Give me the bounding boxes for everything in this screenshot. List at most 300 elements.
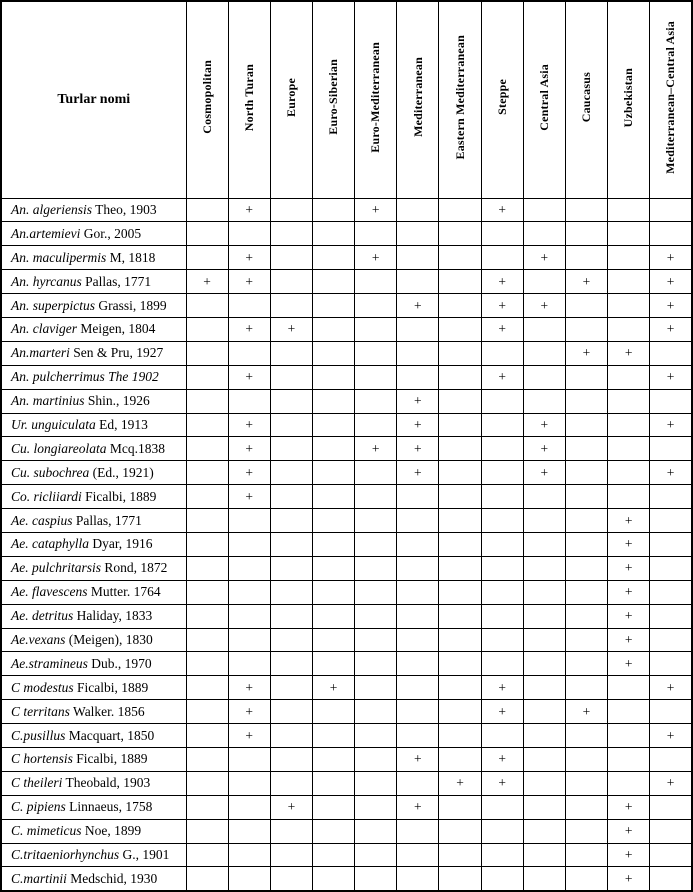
empty-cell — [608, 365, 650, 389]
presence-mark-cell: + — [650, 724, 692, 748]
empty-cell — [270, 365, 312, 389]
empty-cell — [481, 222, 523, 246]
species-cell — [1, 556, 186, 580]
empty-cell — [186, 294, 228, 318]
presence-mark-cell: + — [481, 294, 523, 318]
empty-cell — [523, 580, 565, 604]
presence-mark-cell: + — [608, 795, 650, 819]
species-author: Dub., 1970 — [91, 655, 152, 671]
empty-cell — [397, 628, 439, 652]
empty-cell — [186, 819, 228, 843]
empty-cell — [523, 389, 565, 413]
empty-cell — [355, 676, 397, 700]
species-name: C. pipiens — [11, 799, 66, 815]
empty-cell — [186, 628, 228, 652]
empty-cell — [355, 270, 397, 294]
empty-cell — [312, 365, 354, 389]
empty-cell — [312, 461, 354, 485]
empty-cell — [355, 317, 397, 341]
empty-cell — [186, 580, 228, 604]
presence-mark-cell: + — [228, 317, 270, 341]
empty-cell — [312, 843, 354, 867]
empty-cell — [397, 724, 439, 748]
empty-cell — [481, 843, 523, 867]
species-name: An.marteri — [11, 345, 70, 361]
table-row — [1, 580, 692, 604]
empty-cell — [565, 532, 607, 556]
empty-cell — [397, 270, 439, 294]
presence-mark-cell: + — [650, 246, 692, 270]
empty-cell — [481, 604, 523, 628]
empty-cell — [439, 413, 481, 437]
species-cell — [1, 437, 186, 461]
empty-cell — [565, 294, 607, 318]
species-cell — [1, 461, 186, 485]
empty-cell — [312, 604, 354, 628]
table-row — [1, 867, 692, 891]
empty-cell — [565, 652, 607, 676]
empty-cell — [270, 580, 312, 604]
empty-cell — [565, 246, 607, 270]
empty-cell — [186, 700, 228, 724]
empty-cell — [186, 317, 228, 341]
table-row — [1, 652, 692, 676]
species-name: C hortensis — [11, 751, 73, 767]
empty-cell — [312, 580, 354, 604]
table-header — [1, 1, 692, 198]
table-row — [1, 294, 692, 318]
empty-cell — [650, 747, 692, 771]
empty-cell — [481, 389, 523, 413]
empty-cell — [186, 652, 228, 676]
species-author: Ficalbi, 1889 — [76, 751, 148, 767]
empty-cell — [312, 556, 354, 580]
empty-cell — [523, 628, 565, 652]
empty-cell — [228, 341, 270, 365]
species-author: Theo, 1903 — [95, 201, 157, 217]
empty-cell — [565, 676, 607, 700]
table-row — [1, 222, 692, 246]
empty-cell — [355, 652, 397, 676]
presence-mark-cell: + — [397, 437, 439, 461]
empty-cell — [186, 485, 228, 509]
presence-mark-cell: + — [397, 795, 439, 819]
presence-mark-cell: + — [228, 676, 270, 700]
empty-cell — [355, 700, 397, 724]
empty-cell — [439, 724, 481, 748]
presence-mark-cell: + — [608, 509, 650, 533]
empty-cell — [565, 389, 607, 413]
empty-cell — [608, 294, 650, 318]
species-cell — [1, 771, 186, 795]
empty-cell — [481, 580, 523, 604]
empty-cell — [523, 771, 565, 795]
empty-cell — [439, 700, 481, 724]
empty-cell — [186, 461, 228, 485]
species-cell — [1, 676, 186, 700]
species-author: Ficalbi, 1889 — [77, 679, 149, 695]
empty-cell — [186, 341, 228, 365]
species-cell — [1, 246, 186, 270]
presence-mark-cell: + — [355, 437, 397, 461]
region-column-label: Eastern Mediterranean — [452, 34, 467, 160]
empty-cell — [439, 580, 481, 604]
presence-mark-cell: + — [481, 771, 523, 795]
empty-cell — [355, 485, 397, 509]
region-column-header — [270, 1, 312, 198]
species-name: C modestus — [11, 679, 74, 695]
empty-cell — [186, 246, 228, 270]
species-name: C. mimeticus — [11, 823, 82, 839]
empty-cell — [397, 365, 439, 389]
empty-cell — [270, 485, 312, 509]
empty-cell — [186, 556, 228, 580]
empty-cell — [270, 628, 312, 652]
empty-cell — [523, 365, 565, 389]
empty-cell — [270, 700, 312, 724]
empty-cell — [523, 747, 565, 771]
empty-cell — [523, 724, 565, 748]
empty-cell — [270, 437, 312, 461]
empty-cell — [650, 556, 692, 580]
table-row — [1, 317, 692, 341]
empty-cell — [650, 867, 692, 891]
empty-cell — [228, 652, 270, 676]
species-name: Ur. unguiculata — [11, 416, 96, 432]
empty-cell — [481, 795, 523, 819]
table-row — [1, 556, 692, 580]
species-author: Theobald, 1903 — [65, 775, 151, 791]
presence-mark-cell: + — [650, 365, 692, 389]
empty-cell — [186, 867, 228, 891]
species-author: (Meigen), 1830 — [68, 631, 153, 647]
species-name: An. superpictus — [11, 297, 95, 313]
species-name: Ae. pulchritarsis — [11, 560, 101, 576]
empty-cell — [523, 652, 565, 676]
empty-cell — [650, 604, 692, 628]
empty-cell — [270, 198, 312, 222]
species-author: Meigen, 1804 — [80, 321, 156, 337]
empty-cell — [481, 628, 523, 652]
empty-cell — [355, 365, 397, 389]
empty-cell — [565, 509, 607, 533]
empty-cell — [228, 222, 270, 246]
empty-cell — [397, 700, 439, 724]
empty-cell — [270, 222, 312, 246]
presence-mark-cell: + — [608, 532, 650, 556]
species-cell — [1, 532, 186, 556]
empty-cell — [439, 652, 481, 676]
species-author: Ficalbi, 1889 — [85, 488, 157, 504]
species-name: An. algeriensis — [11, 201, 92, 217]
empty-cell — [523, 556, 565, 580]
empty-cell — [481, 724, 523, 748]
empty-cell — [439, 509, 481, 533]
empty-cell — [565, 413, 607, 437]
empty-cell — [186, 509, 228, 533]
empty-cell — [186, 532, 228, 556]
empty-cell — [270, 389, 312, 413]
empty-cell — [355, 461, 397, 485]
empty-cell — [228, 604, 270, 628]
empty-cell — [397, 819, 439, 843]
empty-cell — [270, 771, 312, 795]
table-row — [1, 604, 692, 628]
presence-mark-cell: + — [565, 341, 607, 365]
presence-mark-cell: + — [650, 270, 692, 294]
region-column-label: North Turan — [241, 63, 256, 131]
empty-cell — [608, 771, 650, 795]
empty-cell — [228, 580, 270, 604]
empty-cell — [397, 485, 439, 509]
empty-cell — [650, 652, 692, 676]
species-cell — [1, 819, 186, 843]
empty-cell — [523, 270, 565, 294]
presence-mark-cell: + — [523, 461, 565, 485]
empty-cell — [439, 556, 481, 580]
species-author: Grassi, 1899 — [98, 297, 167, 313]
table-row — [1, 485, 692, 509]
table-row — [1, 676, 692, 700]
table-row — [1, 628, 692, 652]
empty-cell — [439, 676, 481, 700]
empty-cell — [312, 819, 354, 843]
species-column-header: Turlar nomi — [1, 1, 186, 198]
empty-cell — [312, 724, 354, 748]
presence-mark-cell: + — [270, 317, 312, 341]
species-author: Rond, 1872 — [104, 560, 168, 576]
empty-cell — [565, 437, 607, 461]
empty-cell — [397, 867, 439, 891]
species-name: Cu. longiareolata — [11, 440, 107, 456]
empty-cell — [523, 867, 565, 891]
region-column-label: Cosmopolitan — [199, 60, 214, 135]
empty-cell — [312, 771, 354, 795]
empty-cell — [397, 246, 439, 270]
empty-cell — [650, 509, 692, 533]
empty-cell — [186, 604, 228, 628]
empty-cell — [270, 819, 312, 843]
empty-cell — [439, 365, 481, 389]
species-cell — [1, 724, 186, 748]
empty-cell — [355, 556, 397, 580]
empty-cell — [355, 294, 397, 318]
empty-cell — [355, 222, 397, 246]
empty-cell — [523, 341, 565, 365]
empty-cell — [439, 294, 481, 318]
presence-mark-cell: + — [481, 747, 523, 771]
species-author: (Ed., 1921) — [92, 464, 154, 480]
species-cell — [1, 795, 186, 819]
empty-cell — [565, 604, 607, 628]
empty-cell — [523, 700, 565, 724]
species-name: C.martinii — [11, 870, 67, 886]
empty-cell — [650, 389, 692, 413]
empty-cell — [439, 461, 481, 485]
presence-mark-cell: + — [228, 270, 270, 294]
empty-cell — [312, 437, 354, 461]
empty-cell — [270, 867, 312, 891]
empty-cell — [439, 532, 481, 556]
empty-cell — [270, 532, 312, 556]
empty-cell — [355, 604, 397, 628]
species-author: Noe, 1899 — [84, 823, 142, 839]
empty-cell — [270, 556, 312, 580]
species-name: An. hyrcanus — [11, 273, 82, 289]
empty-cell — [228, 795, 270, 819]
empty-cell — [650, 437, 692, 461]
table-row — [1, 819, 692, 843]
empty-cell — [186, 437, 228, 461]
empty-cell — [228, 747, 270, 771]
empty-cell — [397, 532, 439, 556]
presence-mark-cell: + — [228, 198, 270, 222]
species-author: Dyar, 1916 — [92, 536, 153, 552]
empty-cell — [355, 413, 397, 437]
empty-cell — [186, 747, 228, 771]
region-column-label: Euro-Siberian — [326, 59, 341, 136]
presence-mark-cell: + — [650, 771, 692, 795]
empty-cell — [608, 222, 650, 246]
species-author: Medschid, 1930 — [70, 870, 158, 886]
presence-mark-cell: + — [608, 580, 650, 604]
empty-cell — [228, 509, 270, 533]
species-cell — [1, 365, 186, 389]
region-column-label: Caucasus — [579, 72, 594, 123]
presence-mark-cell: + — [608, 843, 650, 867]
empty-cell — [186, 795, 228, 819]
species-name: An.artemievi — [11, 225, 81, 241]
species-name: An. claviger — [11, 321, 77, 337]
empty-cell — [312, 246, 354, 270]
species-name: An. maculipermis — [11, 249, 107, 265]
species-cell — [1, 867, 186, 891]
empty-cell — [397, 580, 439, 604]
table-row — [1, 246, 692, 270]
empty-cell — [397, 652, 439, 676]
empty-cell — [397, 843, 439, 867]
empty-cell — [523, 198, 565, 222]
presence-mark-cell: + — [608, 819, 650, 843]
empty-cell — [439, 198, 481, 222]
empty-cell — [523, 532, 565, 556]
empty-cell — [186, 365, 228, 389]
species-cell — [1, 317, 186, 341]
empty-cell — [355, 580, 397, 604]
empty-cell — [355, 509, 397, 533]
empty-cell — [312, 294, 354, 318]
empty-cell — [481, 485, 523, 509]
presence-mark-cell: + — [228, 461, 270, 485]
empty-cell — [270, 294, 312, 318]
species-cell — [1, 198, 186, 222]
empty-cell — [481, 556, 523, 580]
empty-cell — [481, 509, 523, 533]
empty-cell — [355, 341, 397, 365]
empty-cell — [355, 389, 397, 413]
empty-cell — [608, 485, 650, 509]
presence-mark-cell: + — [228, 485, 270, 509]
species-name: Ae.vexans — [11, 631, 66, 647]
empty-cell — [650, 795, 692, 819]
empty-cell — [397, 198, 439, 222]
empty-cell — [355, 724, 397, 748]
presence-mark-cell: + — [650, 317, 692, 341]
species-author: Sen & Pru, 1927 — [73, 345, 164, 361]
region-column-header — [565, 1, 607, 198]
empty-cell — [439, 604, 481, 628]
region-column-label: Mediterranean–Central Asia — [663, 20, 678, 174]
table-row — [1, 365, 692, 389]
species-author: Mutter. 1764 — [90, 584, 161, 600]
empty-cell — [439, 747, 481, 771]
empty-cell — [650, 485, 692, 509]
presence-mark-cell: + — [355, 198, 397, 222]
presence-mark-cell: + — [312, 676, 354, 700]
presence-mark-cell: + — [608, 556, 650, 580]
empty-cell — [270, 747, 312, 771]
empty-cell — [397, 556, 439, 580]
empty-cell — [439, 867, 481, 891]
presence-mark-cell: + — [228, 437, 270, 461]
empty-cell — [608, 724, 650, 748]
empty-cell — [270, 246, 312, 270]
empty-cell — [228, 819, 270, 843]
empty-cell — [186, 843, 228, 867]
empty-cell — [481, 867, 523, 891]
presence-mark-cell: + — [397, 294, 439, 318]
empty-cell — [228, 867, 270, 891]
empty-cell — [608, 270, 650, 294]
empty-cell — [312, 795, 354, 819]
region-column-header — [355, 1, 397, 198]
presence-mark-cell: + — [565, 700, 607, 724]
table-row — [1, 747, 692, 771]
presence-mark-cell: + — [397, 389, 439, 413]
empty-cell — [397, 509, 439, 533]
table-row — [1, 270, 692, 294]
empty-cell — [481, 437, 523, 461]
empty-cell — [481, 819, 523, 843]
empty-cell — [523, 222, 565, 246]
empty-cell — [523, 676, 565, 700]
species-author: Shin., 1926 — [87, 393, 150, 409]
presence-mark-cell: + — [397, 461, 439, 485]
presence-mark-cell: + — [565, 270, 607, 294]
presence-mark-cell: + — [481, 676, 523, 700]
empty-cell — [397, 771, 439, 795]
empty-cell — [608, 700, 650, 724]
empty-cell — [523, 795, 565, 819]
empty-cell — [312, 317, 354, 341]
species-cell — [1, 747, 186, 771]
empty-cell — [565, 795, 607, 819]
species-cell — [1, 509, 186, 533]
presence-mark-cell: + — [650, 676, 692, 700]
presence-mark-cell: + — [650, 461, 692, 485]
presence-mark-cell: + — [608, 652, 650, 676]
region-column-header — [439, 1, 481, 198]
empty-cell — [608, 413, 650, 437]
empty-cell — [355, 532, 397, 556]
region-column-label: Mediterranean — [410, 57, 425, 138]
presence-mark-cell: + — [650, 413, 692, 437]
empty-cell — [355, 628, 397, 652]
species-cell — [1, 485, 186, 509]
empty-cell — [270, 341, 312, 365]
species-cell — [1, 652, 186, 676]
empty-cell — [355, 771, 397, 795]
